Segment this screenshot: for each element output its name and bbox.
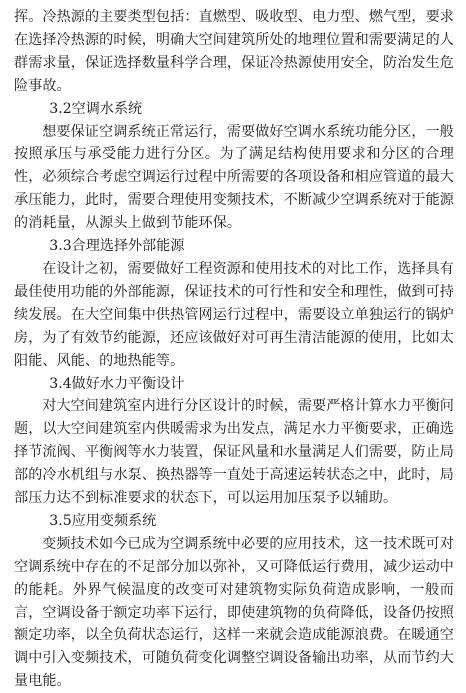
section-heading-3-4: 3.4做好水力平衡设计 <box>49 375 185 392</box>
paragraph-hydraulic-balance: 对大空间建筑室内进行分区设计的时候，需要严格计算水力平衡问题，以大空间建筑室内供暖需求为出发点，满足水力平衡要求，正确选择节流阀、平衡阀等水力装置，保证风量和水量满足人们需要，防止局部的冷水机组与水泵、换热器等一直处于高速运转状态之中，此时，局部压力达不到标准要求的状态下，可以运用加压泵予以辅助。 <box>14 398 455 507</box>
paragraph-water-system: 想要保证空调系统正常运行，需要做好空调水系统功能分区，一般按照承压与承受能力进行分区。为了满足结构使用要求和分区的合理性，必须综合考虑空调运行过程中所需要的各项设备和相应管道的最大承压能力，此时，需要合理使用变频技术，不断减少空调系统对于能源的消耗量，从源头上做到节能环保。 <box>14 123 455 232</box>
section-heading-3-2: 3.2空调水系统 <box>49 100 143 117</box>
paragraph-continued: 挥。冷热源的主要类型包括：直燃型、吸收型、电力型、燃气型，要求在选择冷热源的时候，明确大空间建筑所处的地理位置和需要满足的人群需求量，保证选择数量科学合理，保证冷热源使用安全，防治发生危险事故。 <box>14 9 455 94</box>
paragraph-frequency-conversion: 变频技术如今已成为空调系统中必要的应用技术，这一技术既可对空调系统中存在的不足部分加以弥补，又可降低运行费用，减少运动中的能耗。外界气候温度的改变可对建筑物实际负荷造成影响，一般而言，空调设备于额定功率下运行，即使建筑物的负荷降低，设备仍按照额定功率，以全负荷状态运行，这样一来就会造成能源浪费。在暖通空调中引入变频技术，可随负荷变化调整空调设备输出功率，从而节约大量电能。 <box>14 535 455 690</box>
section-heading-3-5: 3.5应用变频系统 <box>49 512 157 529</box>
paragraph-external-energy: 在设计之初，需要做好工程资源和使用技术的对比工作，选择具有最佳使用功能的外部能源，保证技术的可行性和安全和理性，做到可持续发展。在大空间集中供热管网运行过程中，需要设立单独运行的锅炉房，为了有效节约能源，还应该做好对可再生清洁能源的使用，比如太阳能、风能、的地热能等。 <box>14 260 455 369</box>
section-heading-3-3: 3.3合理选择外部能源 <box>49 238 185 255</box>
